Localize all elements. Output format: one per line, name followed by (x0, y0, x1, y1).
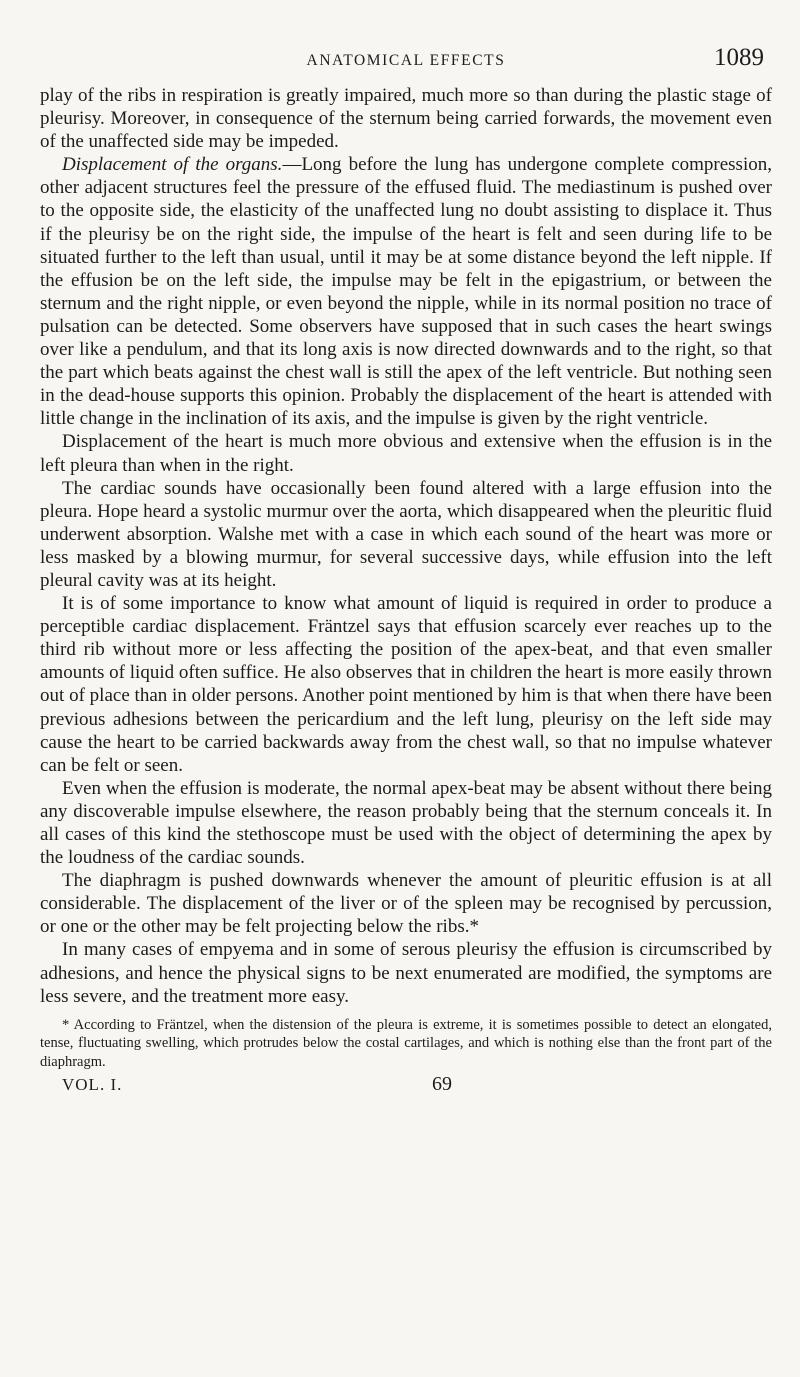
paragraph-text: —Long before the lung has undergone complete compression, other adjacent structures feel the pressure of the effused fluid. The mediastinum is pushed over to the opposite side, the elasticity of the unaffected lung no doubt assisting to displace it. Thus if the pleurisy be on the right side, the impulse of the heart is felt and seen during life to be situated further to the left than usual, until it may be at some distance beyond the left nipple. If the effusion be on the left side, the impulse may be felt in the epigastrium, or between the sternum and the right nipple, or even beyond the nipple, while in its normal position no trace of pulsation can be detected. Some observers have supposed that in such cases the heart swings over like a pendulum, and that its long axis is now directed downwards and to the right, so that the part which beats against the chest wall is still the apex of the left ventricle. But nothing seen in the dead-house supports this opinion. Probably the displacement of the heart is attended with little change in the inclination of its axis, and the impulse is given by the right ventricle. (40, 154, 772, 430)
paragraph: The cardiac sounds have occasionally been found altered with a large effusion into the pleura. Hope heard a systolic murmur over the aorta, which disappeared when the pleuritic fluid underwent absorption. Walshe met with a case in which each sound of the heart was more or less masked by a blowing murmur, for several successive days, while effusion into the left pleural cavity was at its height. (40, 477, 772, 591)
footnote: * According to Fräntzel, when the distension of the pleura is extreme, it is sometimes possible to detect an elongated, tense, fluctuating swelling, which protrudes below the costal cartilages, and which is nothing else than the front part of the diaphragm. (40, 1016, 772, 1070)
paragraph: play of the ribs in respiration is greatly impaired, much more so than during the plastic stage of pleurisy. Moreover, in consequence of the sternum being carried forwards, the movement even of the unaffected side may be impeded. (40, 85, 772, 153)
volume-signature: VOL. I. (62, 1075, 123, 1095)
paragraph: Even when the effusion is moderate, the normal apex-beat may be absent without there being any discoverable impulse elsewhere, the reason probably being that the sternum conceals it. In all cases of this kind the stethoscope must be used with the object of determining the apex by the loudness of the cardiac sounds. (40, 777, 772, 869)
paragraph (40, 153, 772, 430)
running-head (40, 44, 772, 84)
paragraph: The diaphragm is pushed downwards whenever the amount of pleuritic effusion is at all considerable. The displacement of the liver or of the spleen may be recognised by percussion, or one or the other may be felt projecting below the ribs.* (40, 870, 772, 938)
paragraph: It is of some importance to know what amount of liquid is required in order to produce a perceptible cardiac displacement. Fräntzel says that effusion scarcely ever reaches up to the third rib without more or less affecting the position of the apex-beat, and that even smaller amounts of liquid often suffice. He also observes that in children the heart is more easily thrown out of place than in older persons. Another point mentioned by him is that when there have been previous adhesions between the pericardium and the left lung, pleurisy on the left side may cause the heart to be carried backwards away from the chest wall, so that no impulse whatever can be felt or seen. (40, 593, 772, 776)
page-number: 1089 (714, 44, 764, 71)
page-footer (40, 1073, 772, 1101)
body-text (40, 84, 772, 1008)
paragraph: Displacement of the heart is much more obvious and extensive when the effusion is in the left pleura than when in the right. (40, 431, 772, 476)
running-title: ANATOMICAL EFFECTS (306, 52, 506, 69)
paragraph: In many cases of empyema and in some of serous pleurisy the effusion is circumscribed by adhesions, and hence the physical signs to be next enumerated are modified, the symptoms are less severe, and the treatment more easy. (40, 939, 772, 1007)
folio-number: 69 (432, 1073, 452, 1096)
section-heading: Displacement of the organs. (62, 154, 283, 176)
